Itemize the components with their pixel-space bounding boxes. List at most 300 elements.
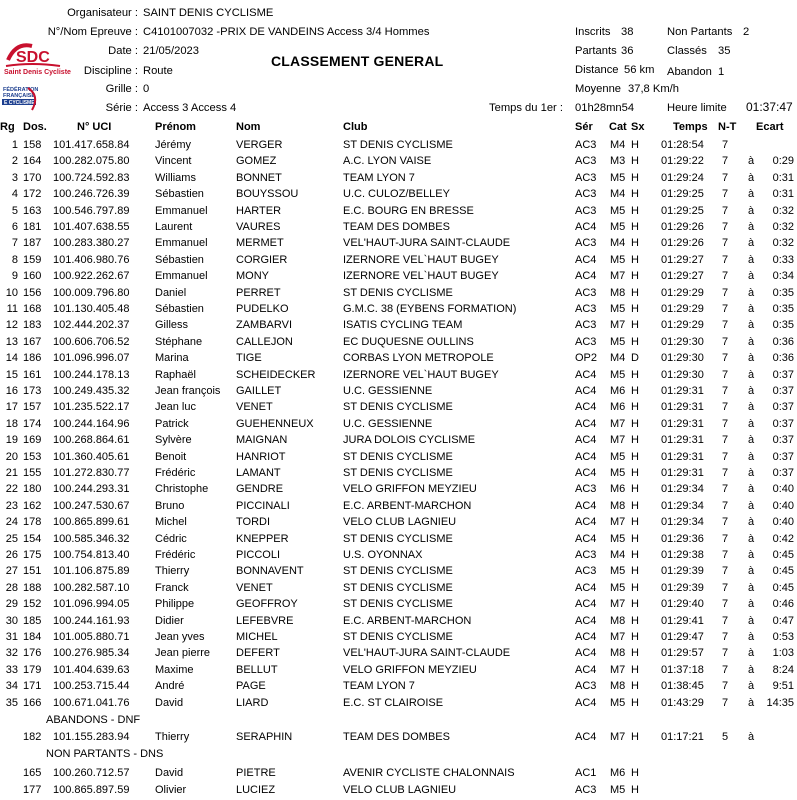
table-row	[0, 369, 797, 385]
cell-ecart: 0:47	[772, 615, 794, 627]
cell-club: U.C. GESSIENNE	[343, 385, 433, 397]
cell-ser: AC4	[575, 647, 597, 659]
cell-cat: M5	[610, 254, 626, 266]
cell-prenom: Emmanuel	[155, 270, 208, 282]
cell-nt: 7	[722, 516, 729, 528]
cell-ecart: 0:35	[772, 319, 794, 331]
cell-prenom: Patrick	[155, 418, 189, 430]
cell-rg: 18	[5, 418, 18, 430]
cell-ser: AC4	[575, 500, 597, 512]
cell-cat: M5	[610, 205, 626, 217]
cell-club: IZERNORE VEL`HAUT BUGEY	[343, 369, 499, 381]
table-row	[0, 631, 797, 647]
cell-a: à	[748, 731, 755, 743]
cell-dos: 182	[23, 731, 42, 743]
cell-uci: 100.724.592.83	[53, 172, 130, 184]
cell-temps: 01:29:41	[661, 615, 704, 627]
cell-sx: H	[631, 731, 639, 743]
cell-a: à	[748, 270, 755, 282]
cell-prenom: Maxime	[155, 664, 194, 676]
table-row	[0, 303, 797, 319]
ffc-logo	[2, 84, 42, 118]
cell-ser: AC3	[575, 549, 597, 561]
cell-ecart: 0:42	[772, 533, 794, 545]
cell-club: VEL'HAUT-JURA SAINT-CLAUDE	[343, 647, 511, 659]
cell-nt: 7	[722, 533, 729, 545]
serie-value: Access 3 Access 4	[143, 102, 237, 114]
cell-prenom: André	[155, 680, 185, 692]
cell-uci: 101.005.880.71	[53, 631, 130, 643]
cell-a: à	[748, 254, 755, 266]
cell-a: à	[748, 352, 755, 364]
cell-uci: 100.282.075.80	[53, 155, 130, 167]
cell-prenom: Thierry	[155, 731, 190, 743]
cell-nom: HARTER	[236, 205, 282, 217]
cell-uci: 100.283.380.27	[53, 237, 130, 249]
cell-a: à	[748, 369, 755, 381]
cell-prenom: Didier	[155, 615, 184, 627]
cell-prenom: Christophe	[155, 483, 209, 495]
cell-sx: H	[631, 155, 639, 167]
table-row	[0, 319, 797, 335]
svg-text:SDC: SDC	[16, 49, 50, 66]
cell-dos: 184	[23, 631, 42, 643]
cell-prenom: Vincent	[155, 155, 192, 167]
cell-rg: 30	[5, 615, 18, 627]
table-row	[0, 565, 797, 581]
col-prenom: Prénom	[155, 121, 196, 133]
cell-uci: 100.244.178.13	[53, 369, 130, 381]
cell-ecart: 0:31	[772, 172, 794, 184]
cell-ser: AC4	[575, 401, 597, 413]
cell-temps: 01:29:31	[661, 467, 704, 479]
cell-cat: M5	[610, 697, 626, 709]
cell-prenom: Gilless	[155, 319, 189, 331]
cell-temps: 01:29:29	[661, 319, 704, 331]
cell-nt: 7	[722, 500, 729, 512]
cell-a: à	[748, 385, 755, 397]
cell-rg: 11	[6, 303, 18, 315]
cell-sx: H	[631, 319, 639, 331]
cell-nom: PAGE	[236, 680, 266, 692]
cell-prenom: Thierry	[155, 565, 190, 577]
cell-nt: 7	[722, 582, 729, 594]
cell-uci: 100.865.897.59	[53, 784, 130, 796]
cell-nom: GOMEZ	[236, 155, 277, 167]
cell-ecart: 0:32	[772, 205, 794, 217]
cell-ecart: 0:31	[772, 188, 794, 200]
heure-limite-label: Heure limite	[667, 102, 727, 114]
cell-dos: 156	[23, 287, 42, 299]
cell-temps: 01:29:26	[661, 237, 704, 249]
cell-temps: 01:29:39	[661, 582, 704, 594]
cell-prenom: David	[155, 697, 184, 709]
cell-dos: 158	[23, 139, 42, 151]
cell-prenom: Williams	[155, 172, 196, 184]
cell-nt: 7	[722, 418, 729, 430]
table-row	[0, 680, 797, 696]
cell-temps: 01:29:31	[661, 418, 704, 430]
cell-prenom: Olivier	[155, 784, 187, 796]
cell-uci: 100.244.161.93	[53, 615, 130, 627]
cell-ecart: 0:37	[772, 369, 794, 381]
cell-club: VELO CLUB LAGNIEU	[343, 516, 457, 528]
cell-dos: 183	[23, 319, 42, 331]
cell-nom: GAILLET	[236, 385, 282, 397]
cell-nt: 7	[722, 221, 729, 233]
cell-a: à	[748, 434, 755, 446]
cell-rg: 35	[5, 697, 18, 709]
cell-sx: H	[631, 369, 639, 381]
cell-rg: 21	[5, 467, 18, 479]
cell-sx: H	[631, 647, 639, 659]
cell-dos: 176	[23, 647, 42, 659]
cell-uci: 100.244.164.96	[53, 418, 130, 430]
cell-nom: SCHEIDECKER	[236, 369, 316, 381]
cell-dos: 164	[23, 155, 42, 167]
cell-dos: 155	[23, 467, 42, 479]
cell-ser: AC4	[575, 664, 597, 676]
cell-rg: 33	[5, 664, 18, 676]
cell-uci: 100.671.041.76	[53, 697, 130, 709]
cell-a: à	[748, 319, 755, 331]
cell-cat: M5	[610, 451, 626, 463]
cell-rg: 4	[11, 188, 18, 200]
cell-cat: M5	[610, 172, 626, 184]
cell-uci: 100.268.864.61	[53, 434, 130, 446]
table-row	[0, 533, 797, 549]
cell-nt: 7	[722, 155, 729, 167]
cell-cat: M6	[610, 767, 626, 779]
cell-uci: 100.253.715.44	[53, 680, 130, 692]
organisateur-label: Organisateur :	[67, 7, 138, 19]
col-club: Club	[343, 121, 368, 133]
cell-nom: TIGE	[236, 352, 262, 364]
cell-sx: H	[631, 516, 639, 528]
table-row	[0, 237, 797, 253]
cell-ecart: 0:37	[772, 401, 794, 413]
cell-uci: 101.096.996.07	[53, 352, 130, 364]
cell-dos: 174	[23, 418, 42, 430]
cell-sx: H	[631, 664, 639, 676]
cell-nom: LUCIEZ	[236, 784, 276, 796]
partants-value: 36	[621, 45, 634, 57]
table-header	[0, 121, 797, 137]
col-nt: N-T	[718, 121, 737, 133]
cell-nom: KNEPPER	[236, 533, 289, 545]
cell-uci: 100.546.797.89	[53, 205, 130, 217]
cell-prenom: Jean luc	[155, 401, 196, 413]
cell-cat: M7	[610, 631, 626, 643]
col-cat: Cat	[609, 121, 627, 133]
cell-uci: 101.417.658.84	[53, 139, 130, 151]
cell-dos: 171	[23, 680, 42, 692]
discipline-value: Route	[143, 65, 173, 77]
cell-a: à	[748, 565, 755, 577]
cell-dos: 185	[23, 615, 42, 627]
cell-ser: OP2	[575, 352, 598, 364]
cell-ecart: 0:32	[772, 237, 794, 249]
cell-prenom: Franck	[155, 582, 189, 594]
cell-club: E.C. ST CLAIROISE	[343, 697, 444, 709]
cell-uci: 101.406.980.76	[53, 254, 130, 266]
cell-temps: 01:29:39	[661, 565, 704, 577]
table-row	[0, 697, 797, 713]
cell-prenom: Frédéric	[155, 549, 196, 561]
cell-club: A.C. LYON VAISE	[343, 155, 432, 167]
cell-rg: 9	[11, 270, 18, 282]
cell-club: U.C. CULOZ/BELLEY	[343, 188, 450, 200]
cell-ecart: 9:51	[772, 680, 794, 692]
cell-nom: BELLUT	[236, 664, 278, 676]
cell-dos: 151	[23, 565, 42, 577]
cell-nt: 7	[722, 697, 729, 709]
svg-text:Saint Denis Cycliste: Saint Denis Cycliste	[4, 69, 71, 76]
saint-denis-cyclisme-logo	[2, 40, 71, 78]
cell-ser: AC4	[575, 731, 597, 743]
cell-a: à	[748, 500, 755, 512]
cell-prenom: Stéphane	[155, 336, 203, 348]
cell-club: EC DUQUESNE OULLINS	[343, 336, 474, 348]
cell-ecart: 0:37	[772, 434, 794, 446]
cell-sx: H	[631, 172, 639, 184]
cell-nom: GENDRE	[236, 483, 284, 495]
cell-dos: 166	[23, 697, 42, 709]
grille-label: Grille :	[105, 83, 138, 95]
cell-cat: M3	[610, 155, 626, 167]
cell-prenom: Philippe	[155, 598, 195, 610]
discipline-label: Discipline :	[83, 65, 138, 77]
cell-rg: 32	[5, 647, 18, 659]
cell-dos: 177	[23, 784, 42, 796]
cell-cat: M6	[610, 483, 626, 495]
col-rg: Rg	[0, 121, 15, 133]
cell-a: à	[748, 451, 755, 463]
cell-uci: 100.865.899.61	[53, 516, 130, 528]
cell-club: ST DENIS CYCLISME	[343, 401, 453, 413]
cell-prenom: Cédric	[155, 533, 187, 545]
cell-ecart: 0:37	[772, 451, 794, 463]
cell-temps: 01:29:57	[661, 647, 704, 659]
table-row	[0, 615, 797, 631]
cell-nom: BONNET	[236, 172, 282, 184]
cell-uci: 101.155.283.94	[53, 731, 130, 743]
cell-nt: 7	[722, 188, 729, 200]
cell-ecart: 0:37	[772, 385, 794, 397]
cell-a: à	[748, 221, 755, 233]
cell-dos: 178	[23, 516, 42, 528]
cell-ser: AC4	[575, 254, 597, 266]
col-temps: Temps	[673, 121, 708, 133]
cell-club: ST DENIS CYCLISME	[343, 565, 453, 577]
cell-cat: M5	[610, 565, 626, 577]
cell-dos: 172	[23, 188, 42, 200]
table-row	[0, 401, 797, 417]
cell-ser: AC4	[575, 434, 597, 446]
cell-prenom: Bruno	[155, 500, 185, 512]
cell-nt: 7	[722, 237, 729, 249]
table-row	[0, 731, 797, 747]
cell-cat: M5	[610, 303, 626, 315]
cell-club: JURA DOLOIS CYCLISME	[343, 434, 476, 446]
cell-sx: H	[631, 287, 639, 299]
cell-sx: H	[631, 533, 639, 545]
cell-a: à	[748, 287, 755, 299]
cell-cat: M4	[610, 188, 626, 200]
cell-ser: AC4	[575, 467, 597, 479]
cell-club: ST DENIS CYCLISME	[343, 467, 453, 479]
cell-temps: 01:29:24	[661, 172, 704, 184]
cell-sx: H	[631, 615, 639, 627]
cell-cat: M7	[610, 319, 626, 331]
epreuve-value: C4101007032 -PRIX DE VANDEINS Access 3/4 Hommes	[143, 26, 430, 38]
table-row	[0, 784, 797, 800]
cell-sx: H	[631, 680, 639, 692]
table-row	[0, 155, 797, 171]
cell-nt: 7	[722, 172, 729, 184]
cell-uci: 101.235.522.17	[53, 401, 130, 413]
cell-ecart: 0:37	[772, 418, 794, 430]
cell-sx: H	[631, 565, 639, 577]
cell-rg: 17	[5, 401, 18, 413]
cell-sx: H	[631, 303, 639, 315]
cell-sx: H	[631, 336, 639, 348]
cell-nom: PICCINALI	[236, 500, 290, 512]
cell-club: E.C. BOURG EN BRESSE	[343, 205, 474, 217]
cell-nt: 7	[722, 303, 729, 315]
col-dos: Dos.	[23, 121, 47, 133]
cell-nt: 7	[722, 319, 729, 331]
moyenne-value: 37,8 Km/h	[628, 83, 679, 95]
cell-rg: 29	[5, 598, 18, 610]
svg-text:FÉDÉRATION: FÉDÉRATION	[3, 87, 39, 93]
cell-ecart: 0:33	[772, 254, 794, 266]
cell-nom: VENET	[236, 401, 273, 413]
cell-sx: H	[631, 188, 639, 200]
cell-ecart: 14:35	[766, 697, 794, 709]
cell-nom: SERAPHIN	[236, 731, 293, 743]
cell-temps: 01:28:54	[661, 139, 704, 151]
cell-temps: 01:29:25	[661, 205, 704, 217]
cell-club: ST DENIS CYCLISME	[343, 631, 453, 643]
cell-uci: 100.260.712.57	[53, 767, 130, 779]
cell-sx: H	[631, 631, 639, 643]
cell-cat: M4	[610, 237, 626, 249]
cell-rg: 15	[5, 369, 18, 381]
cell-uci: 101.272.830.77	[53, 467, 130, 479]
cell-prenom: Raphaël	[155, 369, 196, 381]
cell-uci: 100.276.985.34	[53, 647, 130, 659]
cell-nom: LIARD	[236, 697, 269, 709]
cell-nom: MICHEL	[236, 631, 278, 643]
cell-ecart: 0:45	[772, 549, 794, 561]
table-row	[0, 549, 797, 565]
cell-ser: AC4	[575, 598, 597, 610]
cell-nom: LEFEBVRE	[236, 615, 294, 627]
table-row	[0, 254, 797, 270]
cell-prenom: Laurent	[155, 221, 193, 233]
cell-rg: 14	[5, 352, 18, 364]
cell-ser: AC3	[575, 319, 597, 331]
cell-cat: M8	[610, 287, 626, 299]
cell-dos: 175	[23, 549, 42, 561]
cell-sx: H	[631, 549, 639, 561]
cell-nom: BOUYSSOU	[236, 188, 299, 200]
cell-cat: M8	[610, 500, 626, 512]
cell-temps: 01:29:30	[661, 352, 704, 364]
cell-nom: CORGIER	[236, 254, 288, 266]
cell-nt: 7	[722, 631, 729, 643]
table-row	[0, 467, 797, 483]
cell-dos: 187	[23, 237, 42, 249]
cell-nt: 7	[722, 434, 729, 446]
cell-ser: AC3	[575, 139, 597, 151]
cell-ser: AC4	[575, 533, 597, 545]
cell-nom: CALLEJON	[236, 336, 293, 348]
date-value: 21/05/2023	[143, 45, 199, 57]
cell-temps: 01:29:34	[661, 516, 704, 528]
cell-nom: MERMET	[236, 237, 284, 249]
cell-club: VEL'HAUT-JURA SAINT-CLAUDE	[343, 237, 511, 249]
cell-nom: PIETRE	[236, 767, 276, 779]
cell-nom: PUDELKO	[236, 303, 289, 315]
cell-nt: 7	[722, 565, 729, 577]
cell-ser: AC3	[575, 680, 597, 692]
cell-prenom: Benoit	[155, 451, 187, 463]
abandons-section-label: ABANDONS - DNF	[46, 714, 141, 726]
cell-nom: PICCOLI	[236, 549, 281, 561]
cell-a: à	[748, 188, 755, 200]
heure-limite-value: 01:37:47	[746, 100, 793, 114]
cell-cat: M8	[610, 680, 626, 692]
cell-a: à	[748, 615, 755, 627]
cell-sx: H	[631, 451, 639, 463]
cell-uci: 101.106.875.89	[53, 565, 130, 577]
cell-nom: LAMANT	[236, 467, 281, 479]
cell-temps: 01:29:29	[661, 287, 704, 299]
cell-a: à	[748, 533, 755, 545]
cell-ecart: 0:40	[772, 516, 794, 528]
cell-nt: 7	[722, 647, 729, 659]
cell-nt: 7	[722, 287, 729, 299]
cell-ser: AC3	[575, 155, 597, 167]
cell-uci: 100.282.587.10	[53, 582, 130, 594]
cell-cat: M8	[610, 647, 626, 659]
cell-nom: DEFERT	[236, 647, 280, 659]
cell-dos: 154	[23, 533, 42, 545]
cell-a: à	[748, 549, 755, 561]
cell-uci: 101.096.994.05	[53, 598, 130, 610]
cell-ser: AC4	[575, 418, 597, 430]
col-nom: Nom	[236, 121, 261, 133]
cell-uci: 100.754.813.40	[53, 549, 130, 561]
cell-club: ISATIS CYCLING TEAM	[343, 319, 463, 331]
cell-dos: 181	[23, 221, 42, 233]
cell-club: CORBAS LYON METROPOLE	[343, 352, 494, 364]
cell-a: à	[748, 582, 755, 594]
cell-a: à	[748, 598, 755, 610]
cell-ser: AC4	[575, 385, 597, 397]
cell-temps: 01:29:31	[661, 434, 704, 446]
cell-dos: 153	[23, 451, 42, 463]
table-row	[0, 647, 797, 663]
cell-dos: 180	[23, 483, 42, 495]
cell-temps: 01:37:18	[661, 664, 704, 676]
cell-nt: 7	[722, 254, 729, 266]
date-label: Date :	[108, 45, 138, 57]
cell-nt: 7	[722, 598, 729, 610]
organisateur-value: SAINT DENIS CYCLISME	[143, 7, 274, 19]
